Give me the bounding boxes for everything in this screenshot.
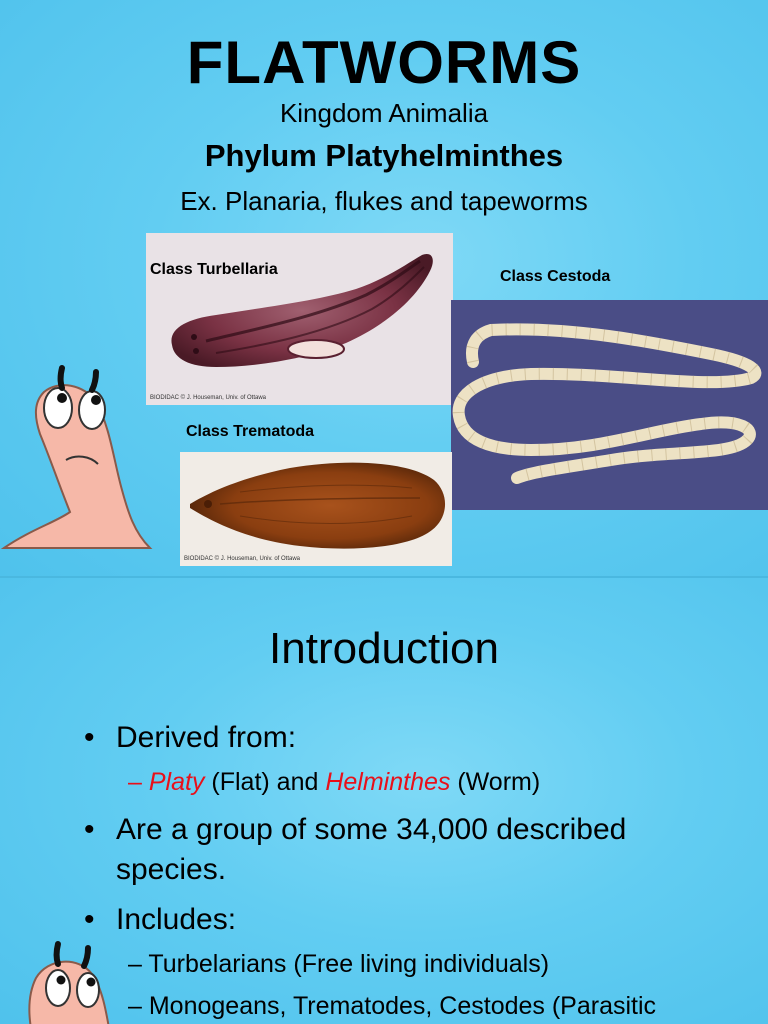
- bullet-icon: •: [84, 721, 95, 754]
- worm-cartoon-icon: [0, 362, 160, 552]
- slide-introduction: [0, 578, 768, 1024]
- slide-title: Introduction: [269, 624, 499, 673]
- turbellaria-photo: [146, 233, 453, 405]
- phylum-heading: Phylum Platyhelminthes: [204, 138, 564, 173]
- bullet-icon: •: [84, 903, 95, 936]
- worm-cartoon-icon: [14, 934, 124, 1024]
- sub-bullet-parasitic: – Monogeans, Trematodes, Cestodes (Parasitic: [128, 992, 657, 1020]
- bullet-species: [84, 810, 627, 890]
- term-platy: Platy: [148, 768, 205, 796]
- kingdom-subtitle: Kingdom Animalia: [279, 98, 489, 128]
- examples-line: Ex. Planaria, flukes and tapeworms: [180, 186, 588, 216]
- bullet-text: Includes:: [116, 903, 237, 936]
- bullet-text-cont: species.: [116, 853, 227, 886]
- cestoda-photo: [451, 300, 768, 510]
- bullet-derived: [84, 718, 297, 758]
- photo-credit: BIODIDAC © J. Houseman, Univ. of Ottawa: [150, 395, 267, 401]
- term-helminthes: Helminthes: [325, 768, 451, 796]
- meaning-worm: (Worm): [450, 768, 541, 796]
- bullet-text: Derived from:: [116, 721, 297, 754]
- caption-cestoda: Class Cestoda: [500, 268, 611, 285]
- meaning-flat: (Flat) and: [204, 768, 326, 796]
- sub-bullet-turbelarians: – Turbelarians (Free living individuals): [128, 950, 550, 978]
- photo-credit: BIODIDAC © J. Houseman, Univ. of Ottawa: [184, 556, 301, 562]
- caption-turbellaria: Class Turbellaria: [150, 261, 278, 278]
- bullet-text: Are a group of some 34,000 described: [116, 813, 627, 846]
- trematoda-photo: [180, 452, 452, 566]
- slide-title: FLATWORMS: [186, 29, 582, 96]
- caption-trematoda: Class Trematoda: [186, 423, 315, 440]
- sub-bullet-derived: [128, 768, 540, 797]
- dash-glyph: –: [128, 768, 142, 796]
- bullet-icon: •: [84, 813, 95, 846]
